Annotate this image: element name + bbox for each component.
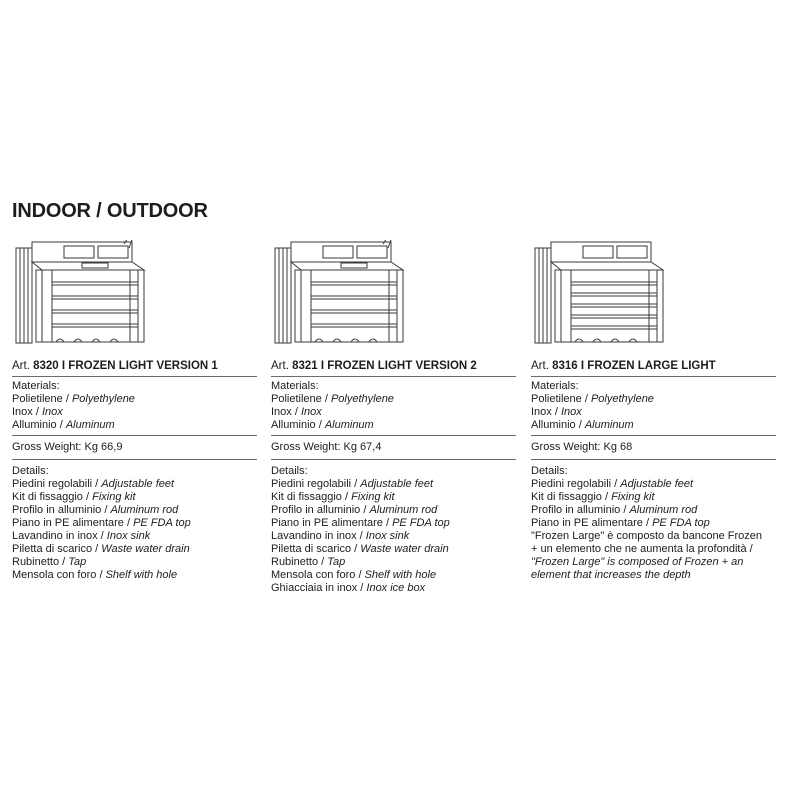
details-heading: Details: <box>271 465 308 477</box>
details-section <box>271 460 516 595</box>
article-prefix: Art. <box>12 360 30 372</box>
detail-italian: Profilo in alluminio <box>12 504 102 516</box>
detail-english: Shelf with hole <box>364 569 437 581</box>
detail-english: Adjustable feet <box>101 478 175 490</box>
material-item: Alluminio / Aluminum <box>531 419 634 431</box>
bar-counter-illustration <box>271 240 411 352</box>
material-english: Inox <box>560 406 582 418</box>
material-item: Polietilene / Polyethylene <box>12 393 135 405</box>
article-heading <box>271 359 516 377</box>
detail-italian: Kit di fissaggio <box>271 491 342 503</box>
bar-counter-illustration <box>12 240 152 352</box>
detail-english: PE FDA top <box>133 517 191 529</box>
material-italian: Inox <box>271 406 292 418</box>
details-heading: Details: <box>531 465 568 477</box>
bar-counter-illustration <box>531 240 671 352</box>
detail-italian: Piedini regolabili <box>12 478 93 490</box>
detail-item: Kit di fissaggio / Fixing kit <box>271 491 395 503</box>
detail-item: Ghiacciaia in inox / Inox ice box <box>271 582 426 594</box>
detail-italian: Ghiacciaia in inox <box>271 582 358 594</box>
material-italian: Alluminio <box>12 419 57 431</box>
detail-item: Piletta di scarico / Waste water drain <box>12 543 190 555</box>
article-heading <box>531 359 776 377</box>
material-english: Inox <box>41 406 63 418</box>
detail-item: Piano in PE alimentare / PE FDA top <box>531 517 710 529</box>
article-prefix: Art. <box>531 360 549 372</box>
detail-italian: Piano in PE alimentare <box>531 517 643 529</box>
material-italian: Polietilene <box>271 393 322 405</box>
material-italian: Alluminio <box>531 419 576 431</box>
article-code: 8321 <box>292 360 318 372</box>
detail-item: Mensola con foro / Shelf with hole <box>12 569 178 581</box>
detail-italian: Piedini regolabili <box>531 478 612 490</box>
detail-italian: Piletta di scarico <box>12 543 93 555</box>
detail-item: Rubinetto / Tap <box>12 556 87 568</box>
detail-italian: Profilo in alluminio <box>271 504 361 516</box>
material-item: Inox / Inox <box>271 406 322 418</box>
detail-italian: Piano in PE alimentare <box>271 517 383 529</box>
gross-weight-section <box>12 436 257 460</box>
material-english: Polyethylene <box>590 393 654 405</box>
gross-weight: Gross Weight: Kg 66,9 <box>12 441 123 453</box>
material-english: Aluminum <box>584 419 634 431</box>
product-drawing <box>531 240 671 355</box>
material-italian: Inox <box>12 406 33 418</box>
material-item: Alluminio / Aluminum <box>271 419 374 431</box>
material-italian: Polietilene <box>12 393 63 405</box>
material-english: Polyethylene <box>330 393 394 405</box>
material-english: Polyethylene <box>71 393 135 405</box>
detail-item: Kit di fissaggio / Fixing kit <box>531 491 655 503</box>
material-italian: Inox <box>531 406 552 418</box>
detail-item: Piano in PE alimentare / PE FDA top <box>271 517 450 529</box>
detail-english: Inox ice box <box>366 582 426 594</box>
detail-italian: Mensola con foro <box>12 569 97 581</box>
detail-item: Piletta di scarico / Waste water drain <box>271 543 449 555</box>
materials-heading: Materials: <box>271 380 319 392</box>
note-english: "Frozen Large" is composed of Frozen + an element that increases the depth <box>531 556 744 581</box>
material-item: Polietilene / Polyethylene <box>271 393 394 405</box>
gross-weight: Gross Weight: Kg 68 <box>531 441 633 453</box>
article-separator: I <box>320 360 325 372</box>
detail-item: Kit di fissaggio / Fixing kit <box>12 491 136 503</box>
material-english: Aluminum <box>65 419 115 431</box>
product-name: FROZEN LARGE LIGHT <box>587 360 716 372</box>
article-heading <box>12 359 257 377</box>
detail-italian: Rubinetto <box>271 556 319 568</box>
product-column <box>531 240 776 582</box>
detail-english: Tap <box>327 556 346 568</box>
material-item: Inox / Inox <box>12 406 63 418</box>
product-name: FROZEN LIGHT VERSION 2 <box>327 360 477 372</box>
product-column <box>12 240 257 582</box>
material-item: Inox / Inox <box>531 406 582 418</box>
materials-section <box>271 377 516 436</box>
detail-english: Tap <box>68 556 87 568</box>
detail-item: Rubinetto / Tap <box>271 556 346 568</box>
detail-italian: Kit di fissaggio <box>12 491 83 503</box>
detail-english: Waste water drain <box>101 543 190 555</box>
details-section <box>12 460 257 582</box>
detail-italian: Piedini regolabili <box>271 478 352 490</box>
material-english: Aluminum <box>324 419 374 431</box>
detail-english: Shelf with hole <box>105 569 178 581</box>
detail-english: Fixing kit <box>611 491 655 503</box>
detail-english: PE FDA top <box>652 517 710 529</box>
material-item: Alluminio / Aluminum <box>12 419 115 431</box>
detail-italian: Rubinetto <box>12 556 60 568</box>
detail-english: Adjustable feet <box>620 478 694 490</box>
material-item: Polietilene / Polyethylene <box>531 393 654 405</box>
article-separator: I <box>61 360 66 372</box>
article-code: 8320 <box>33 360 59 372</box>
detail-italian: Piano in PE alimentare <box>12 517 124 529</box>
product-note <box>531 530 771 582</box>
detail-item: Piedini regolabili / Adjustable feet <box>271 478 434 490</box>
details-heading: Details: <box>12 465 49 477</box>
product-name: FROZEN LIGHT VERSION 1 <box>68 360 218 372</box>
material-italian: Polietilene <box>531 393 582 405</box>
detail-english: Fixing kit <box>351 491 395 503</box>
gross-weight: Gross Weight: Kg 67,4 <box>271 441 382 453</box>
detail-english: Aluminum rod <box>110 504 179 516</box>
materials-heading: Materials: <box>531 380 579 392</box>
material-english: Inox <box>300 406 322 418</box>
detail-italian: Piletta di scarico <box>271 543 352 555</box>
materials-heading: Materials: <box>12 380 60 392</box>
product-drawing <box>271 240 411 355</box>
detail-english: PE FDA top <box>392 517 450 529</box>
detail-italian: Profilo in alluminio <box>531 504 621 516</box>
detail-english: Aluminum rod <box>629 504 698 516</box>
detail-english: Inox sink <box>106 530 151 542</box>
detail-english: Waste water drain <box>360 543 449 555</box>
detail-item: Lavandino in inox / Inox sink <box>12 530 151 542</box>
material-italian: Alluminio <box>271 419 316 431</box>
details-section <box>531 460 776 582</box>
article-separator: I <box>580 360 585 372</box>
detail-item: Piedini regolabili / Adjustable feet <box>12 478 175 490</box>
detail-item: Piano in PE alimentare / PE FDA top <box>12 517 191 529</box>
article-code: 8316 <box>552 360 578 372</box>
detail-item: Profilo in alluminio / Aluminum rod <box>531 504 698 516</box>
gross-weight-section <box>531 436 776 460</box>
detail-english: Inox sink <box>365 530 410 542</box>
detail-italian: Mensola con foro <box>271 569 356 581</box>
product-column <box>271 240 516 595</box>
detail-italian: Lavandino in inox <box>271 530 357 542</box>
gross-weight-section <box>271 436 516 460</box>
product-drawing <box>12 240 152 355</box>
detail-item: Profilo in alluminio / Aluminum rod <box>271 504 438 516</box>
detail-item: Piedini regolabili / Adjustable feet <box>531 478 694 490</box>
detail-english: Fixing kit <box>92 491 136 503</box>
detail-italian: Lavandino in inox <box>12 530 98 542</box>
detail-italian: Kit di fissaggio <box>531 491 602 503</box>
detail-item: Profilo in alluminio / Aluminum rod <box>12 504 179 516</box>
materials-section <box>531 377 776 436</box>
detail-english: Aluminum rod <box>369 504 438 516</box>
detail-item: Lavandino in inox / Inox sink <box>271 530 410 542</box>
note-italian: "Frozen Large" è composto da bancone Frozen + un elemento che ne aumenta la profondità / <box>531 530 762 555</box>
detail-item: Mensola con foro / Shelf with hole <box>271 569 437 581</box>
detail-english: Adjustable feet <box>360 478 434 490</box>
page-title: INDOOR / OUTDOOR <box>12 200 208 222</box>
materials-section <box>12 377 257 436</box>
article-prefix: Art. <box>271 360 289 372</box>
